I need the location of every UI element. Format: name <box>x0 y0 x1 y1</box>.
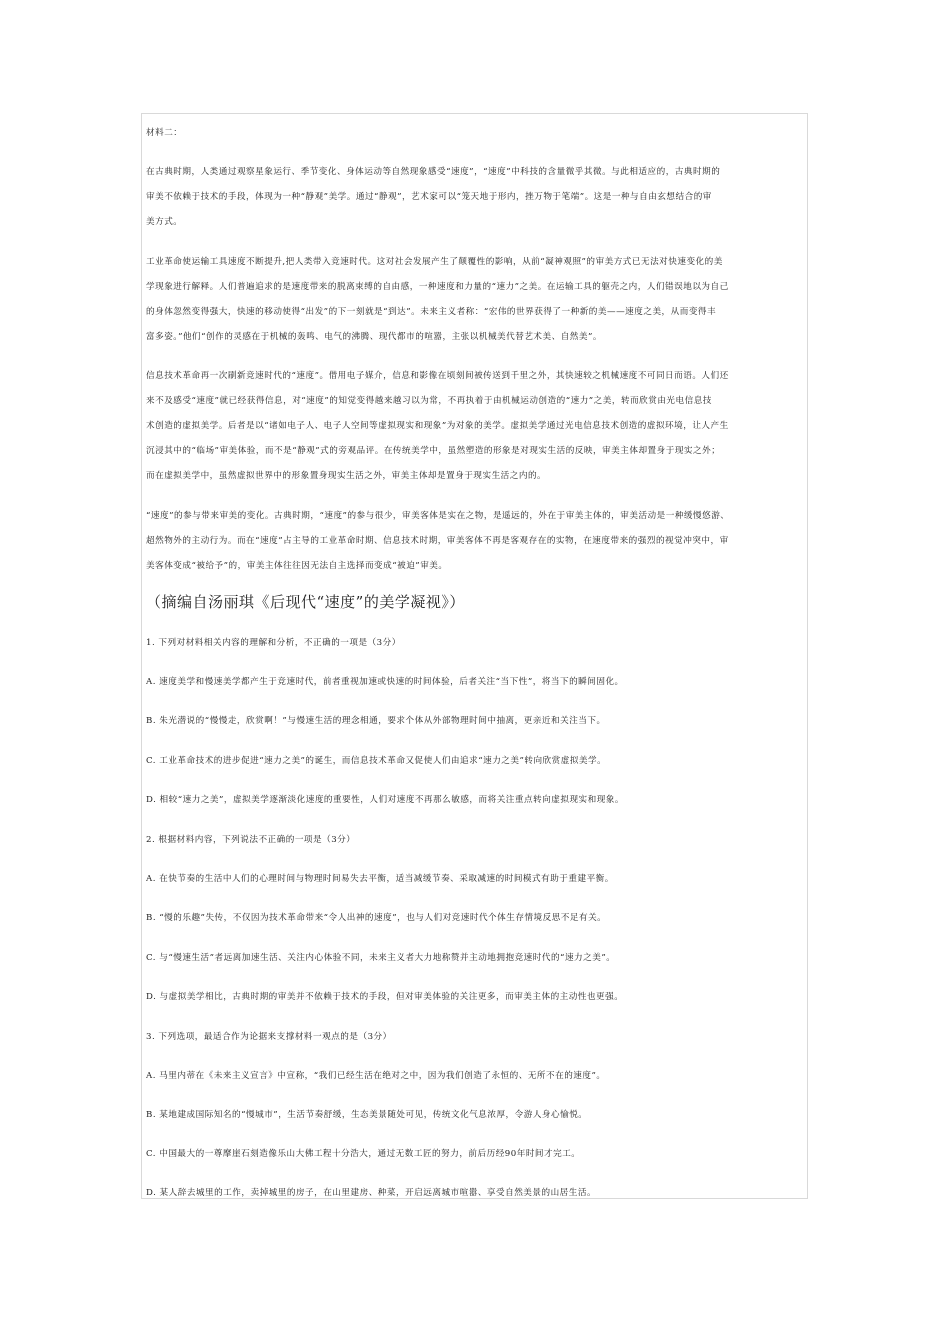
question-2-option-c: C. 与“慢速生活”者远离加速生活、关注内心体验不同，未来主义者大力地称赞并主动地拥抱竞速时代的“速力之美”。 <box>146 953 616 963</box>
paragraph-2-line: 的身体忽然变得强大，快速的移动使得“出发”的下一刻就是“到达”。未来主义者称：“宏伟的世界获得了一种新的美——速度之美，从而变得丰 <box>146 307 717 317</box>
paragraph-2-line: 学现象进行解释。人们普遍追求的是速度带来的脱离束缚的自由感，一种速度和力量的“速力”之美。在运输工具的躯壳之内，人们错误地以为自己 <box>146 282 729 292</box>
question-3-stem: 3. 下列选项，最适合作为论据来支撑材料一观点的是（3分） <box>146 1032 392 1042</box>
paragraph-3-line: 术创造的虚拟美学。后者是以“诸如电子人、电子人空间等虚拟现实和现象”为对象的美学。虚拟美学通过光电信息技术创造的虚拟环境，让人产生 <box>146 421 729 431</box>
question-2-stem: 2. 根据材料内容，下列说法不正确的一项是（3分） <box>146 835 356 845</box>
paragraph-1-line: 审美不依赖于技术的手段，体现为一种“静观”美学。通过“静观”，艺术家可以“笼天地于形内，挫万物于笔端”。这是一种与自由玄想结合的审 <box>146 192 712 202</box>
paragraph-1-line: 美方式。 <box>146 217 183 227</box>
question-3-option-d: D. 某人辞去城里的工作，卖掉城里的房子，在山里建房、种菜，开启远离城市喧嚣、享受自然美景的山居生活。 <box>146 1188 597 1198</box>
paragraph-3-line: 而在虚拟美学中，虽然虚拟世界中的形象置身现实生活之外，审美主体却是置身于现实生活之内的。 <box>146 471 547 481</box>
paragraph-1-line: 在古典时期，人类通过观察星象运行、季节变化、身体运动等自然现象感受“速度”，“速度”中科技的含量微乎其微。与此相适应的，古典时期的 <box>146 167 721 177</box>
question-2-option-b: B. “慢的乐趣”失传，不仅因为技术革命带来“令人出神的速度”，也与人们对竞速时代个体生存情境反思不足有关。 <box>146 913 607 923</box>
source-citation: （摘编自汤丽琪《后现代“速度”的美学凝视》） <box>146 593 465 611</box>
question-2-option-a: A. 在快节奏的生活中人们的心理时间与物理时间易失去平衡，适当减缓节奏、采取减速的时间模式有助于重建平衡。 <box>146 874 614 884</box>
paragraph-3-line: 沉浸其中的“临场”审美体验，而不是“静观”式的旁观品评。在传统美学中，虽然塑造的形象是对现实生活的反映，审美主体却置身于现实之外； <box>146 446 721 456</box>
question-3-option-b: B. 某地建成国际知名的“慢城市”，生活节奏舒缓，生态美景随处可见，传统文化气息浓厚，令游人身心愉悦。 <box>146 1110 588 1120</box>
paragraph-4-line: “速度”的参与带来审美的变化。古典时期，“速度”的参与很少，审美客体是实在之物，是遥远的，外在于审美主体的，审美活动是一种缓慢悠游、 <box>146 511 730 521</box>
question-1-stem: 1. 下列对材料相关内容的理解和分析，不正确的一项是（3分） <box>146 638 401 648</box>
question-1-option-c: C. 工业革命技术的进步促进“速力之美”的诞生，而信息技术革命又促使人们由追求“速力之美”转向欣赏虚拟美学。 <box>146 756 607 766</box>
paragraph-4-line: 超然物外的主动行为。而在“速度”占主导的工业革命时期、信息技术时期，审美客体不再是客观存在的实物，在速度带来的强烈的视觉冲突中，审 <box>146 536 729 546</box>
paragraph-2-line: 工业革命使运输工具速度不断提升,把人类带入竞速时代。这对社会发展产生了颠覆性的影响，从前“凝神观照”的审美方式已无法对快速变化的美 <box>146 257 723 267</box>
paragraph-3-line: 来不及感受“速度”就已经获得信息，对“速度”的知觉变得越来越习以为常，不再执着于由机械运动创造的“速力”之美，转而欣赏由光电信息技 <box>146 396 712 406</box>
question-1-option-a: A. 速度美学和慢速美学都产生于竞速时代，前者重视加速或快速的时间体验，后者关注“当下性”，将当下的瞬间固化。 <box>146 677 624 687</box>
question-1-option-b: B. 朱光潜说的“慢慢走，欣赏啊！”与慢速生活的理念相通，要求个体从外部物理时间中抽离，更亲近和关注当下。 <box>146 716 606 726</box>
material-heading: 材料二： <box>146 128 183 138</box>
paragraph-4-line: 美客体变成“被给予”的，审美主体往往因无法自主选择而变成“被迫”审美。 <box>146 561 448 571</box>
question-1-option-d: D. 相较“速力之美”，虚拟美学逐渐淡化速度的重要性，人们对速度不再那么敏感，而将关注重点转向虚拟现实和现象。 <box>146 795 625 805</box>
question-3-option-c: C. 中国最大的一尊摩崖石刻造像乐山大佛工程十分浩大，通过无数工匠的努力，前后历经90年时间才完工。 <box>146 1149 581 1159</box>
question-3-option-a: A. 马里内蒂在《未来主义宣言》中宣称，“我们已经生活在绝对之中，因为我们创造了永恒的、无所不在的速度”。 <box>146 1071 606 1081</box>
paragraph-2-line: 富多姿。”他们“创作的灵感在于机械的轰鸣、电气的沸腾、现代都市的喧嚣，主张以机械美代替艺术美、自然美”。 <box>146 332 602 342</box>
paragraph-3-line: 信息技术革命再一次刷新竞速时代的“速度”。借用电子媒介，信息和影像在顷刻间被传送到千里之外，其快速较之机械速度不可同日而语。人们还 <box>146 371 729 381</box>
question-2-option-d: D. 与虚拟美学相比，古典时期的审美并不依赖于技术的手段，但对审美体验的关注更多，而审美主体的主动性也更强。 <box>146 992 624 1002</box>
